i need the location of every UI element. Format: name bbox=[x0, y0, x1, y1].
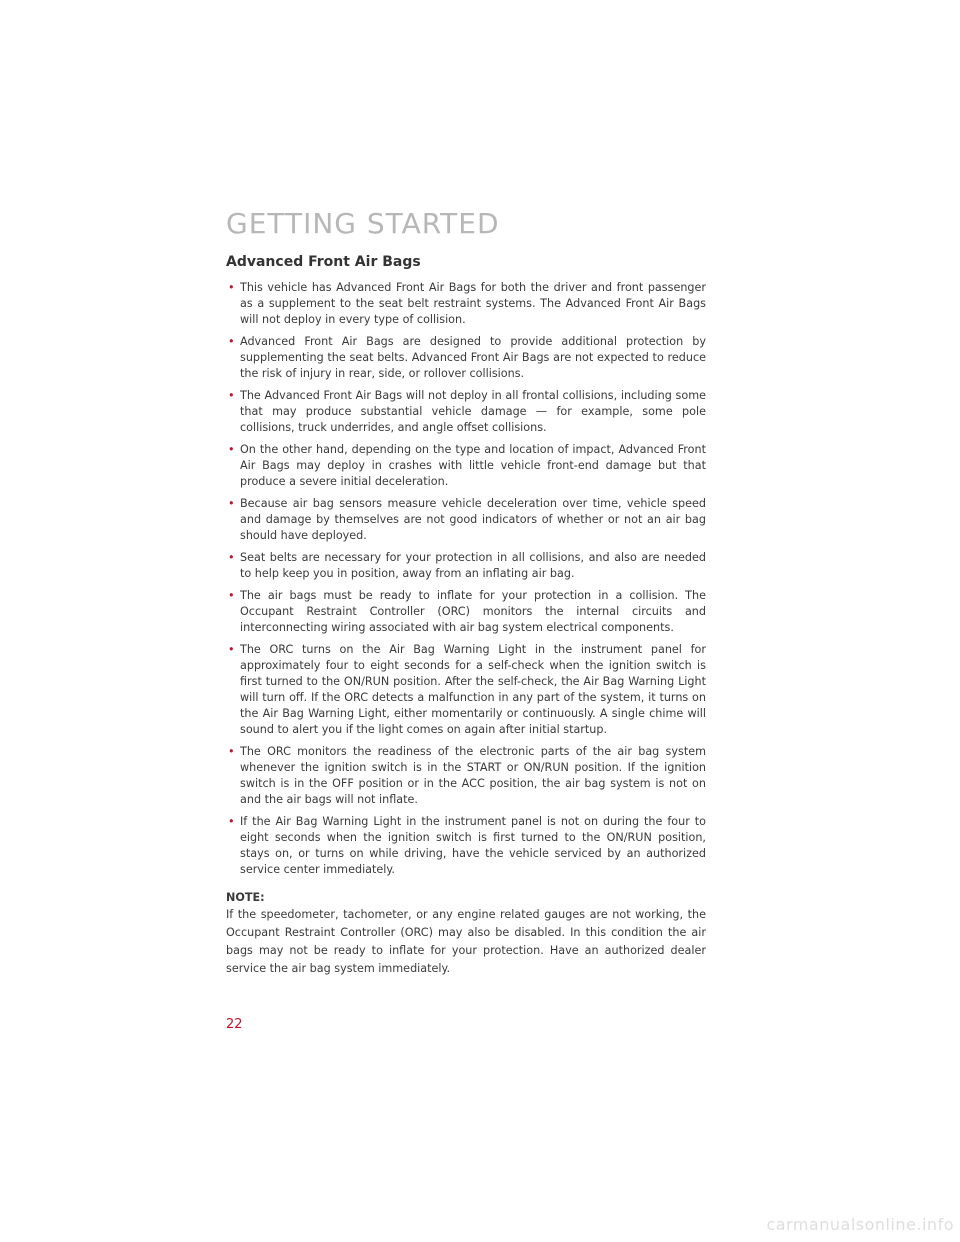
bullet-item bbox=[226, 588, 706, 636]
bullet-item bbox=[226, 388, 706, 436]
bullet-marker: • bbox=[228, 815, 235, 828]
bullet-text: If the Air Bag Warning Light in the instrument panel is not on during the four to eight seconds when the ignition switch is first turned to the ON/RUN position, stays on, or turns on while driving, have the vehicle serviced by an authorized service center immediately. bbox=[240, 815, 706, 876]
bullet-text: Advanced Front Air Bags are designed to provide additional protection by supplementing the seat belts. Advanced Front Air Bags are not expected to reduce the risk of injury in rear, side, or rollover collisions. bbox=[240, 335, 706, 380]
bullet-item bbox=[226, 814, 706, 878]
bullet-marker: • bbox=[228, 281, 235, 294]
subheading: Advanced Front Air Bags bbox=[226, 254, 421, 270]
bullet-marker: • bbox=[228, 335, 235, 348]
note-label: NOTE: bbox=[226, 891, 265, 904]
bullet-item bbox=[226, 642, 706, 738]
bullet-text: Because air bag sensors measure vehicle deceleration over time, vehicle speed and damage by themselves are not good indicators of whether or not an air bag should have deployed. bbox=[240, 497, 706, 542]
bullet-marker: • bbox=[228, 389, 235, 402]
bullet-text: Seat belts are necessary for your protection in all collisions, and also are needed to help keep you in position, away from an inflating air bag. bbox=[240, 551, 706, 580]
page-content bbox=[226, 254, 706, 978]
bullet-text: On the other hand, depending on the type and location of impact, Advanced Front Air Bags may deploy in crashes with little vehicle front-end damage but that produce a severe initial deceleration. bbox=[240, 443, 706, 488]
bullet-marker: • bbox=[228, 497, 235, 510]
page-number: 22 bbox=[226, 1017, 243, 1032]
bullet-item bbox=[226, 744, 706, 808]
bullet-text: This vehicle has Advanced Front Air Bags for both the driver and front passenger as a supplement to the seat belt restraint systems. The Advanced Front Air Bags will not deploy in every type of collision. bbox=[240, 281, 706, 326]
bullet-marker: • bbox=[228, 643, 235, 656]
bullet-marker: • bbox=[228, 443, 235, 456]
bullet-list bbox=[226, 280, 706, 878]
bullet-item bbox=[226, 442, 706, 490]
bullet-marker: • bbox=[228, 551, 235, 564]
section-header: GETTING STARTED bbox=[226, 207, 500, 240]
bullet-text: The air bags must be ready to inflate for your protection in a collision. The Occupant Restraint Controller (ORC) monitors the internal circuits and interconnecting wiring associated with air bag system electrical components. bbox=[240, 589, 706, 634]
note-text: If the speedometer, tachometer, or any engine related gauges are not working, the Occupant Restraint Controller (ORC) may also be disabled. In this condition the air bags may not be ready to inflate for your protection. Have an authorized dealer service the air bag system immediately. bbox=[226, 908, 706, 975]
bullet-item bbox=[226, 280, 706, 328]
bullet-text: The ORC turns on the Air Bag Warning Light in the instrument panel for approximately four to eight seconds for a self-check when the ignition switch is first turned to the ON/RUN position. After the self-check, the Air Bag Warning Light will turn off. If the ORC detects a malfunction in any part of the system, it turns on the Air Bag Warning Light, either momentarily or continuously. A single chime will sound to alert you if the light comes on again after initial startup. bbox=[240, 643, 706, 736]
bullet-text: The Advanced Front Air Bags will not deploy in all frontal collisions, including some that may produce substantial vehicle damage — for example, some pole collisions, truck underrides, and angle offset collisions. bbox=[240, 389, 706, 434]
bullet-item bbox=[226, 334, 706, 382]
bullet-marker: • bbox=[228, 745, 235, 758]
bullet-item bbox=[226, 496, 706, 544]
watermark: carmanualsonline.info bbox=[766, 1215, 954, 1234]
bullet-marker: • bbox=[228, 589, 235, 602]
bullet-item bbox=[226, 550, 706, 582]
bullet-text: The ORC monitors the readiness of the electronic parts of the air bag system whenever the ignition switch is in the START or ON/RUN position. If the ignition switch is in the OFF position or in the ACC position, the air bag system is not on and the air bags will not inflate. bbox=[240, 745, 706, 806]
